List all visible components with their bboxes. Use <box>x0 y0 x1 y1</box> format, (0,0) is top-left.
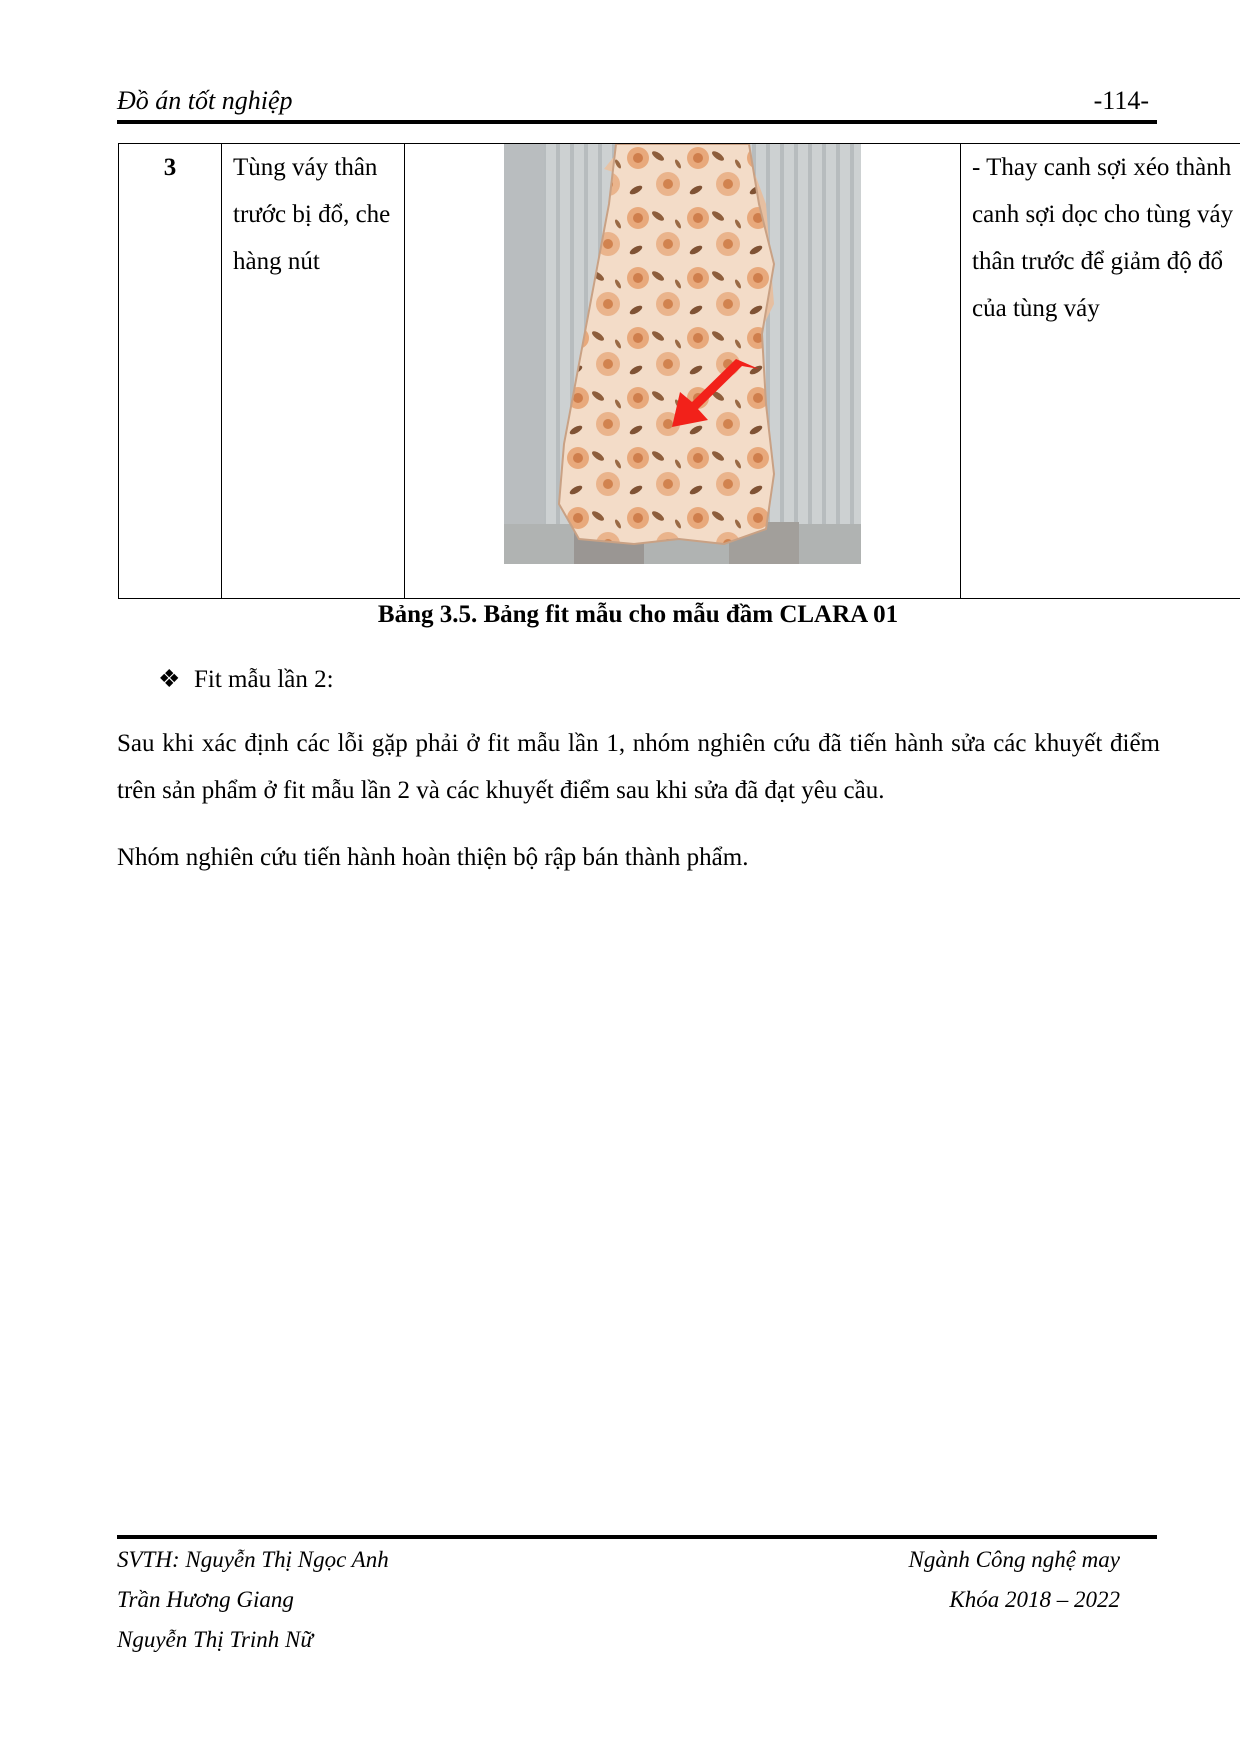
footer-author: Nguyễn Thị Trinh Nữ <box>117 1627 313 1652</box>
paragraph: Nhóm nghiên cứu tiến hành hoàn thiện bộ rập bán thành phẩm. <box>117 844 749 871</box>
footer-major: Ngành Công nghệ may <box>908 1547 1120 1572</box>
paragraph: Sau khi xác định các lỗi gặp phải ở fit mẫu lần 1, nhóm nghiên cứu đã tiến hành sửa các khuyết điểm trên sản phẩm ở fit mẫu lần 2 và các khuyết điểm sau khi sửa đã đạt yêu cầu. <box>117 730 1160 804</box>
row-number: 3 <box>119 144 222 599</box>
table-caption: Bảng 3.5. Bảng fit mẫu cho mẫu đầm CLARA 01 <box>377 601 899 628</box>
footer-course: Khóa 2018 – 2022 <box>949 1587 1120 1612</box>
fit-table <box>118 143 1240 599</box>
document-title: Đồ án tốt nghiệp <box>117 86 293 115</box>
bullet-item <box>158 664 334 694</box>
footer-program <box>909 1540 1120 1620</box>
issue-cell: Tùng váy thân trước bị đổ, che hàng nút <box>222 144 405 599</box>
footer-authors <box>117 1540 389 1660</box>
footer-divider <box>117 1535 1157 1539</box>
bullet-text: Fit mẫu lần 2: <box>194 666 334 693</box>
dress-fitting-image <box>504 144 861 564</box>
table-row <box>119 144 1240 599</box>
photo-cell <box>405 144 961 599</box>
footer-author: SVTH: Nguyễn Thị Ngọc Anh <box>117 1547 389 1572</box>
header-divider <box>117 120 1157 124</box>
page-number: -114- <box>1093 86 1149 115</box>
footer-author: Trần Hương Giang <box>117 1587 294 1612</box>
fix-cell: - Thay canh sợi xéo thành canh sợi dọc cho tùng váy thân trước để giảm độ đổ của tùng váy <box>961 144 1240 599</box>
page-header <box>117 84 1157 124</box>
dress-photo <box>504 144 861 564</box>
diamond-bullet-icon: ❖ <box>158 666 181 693</box>
